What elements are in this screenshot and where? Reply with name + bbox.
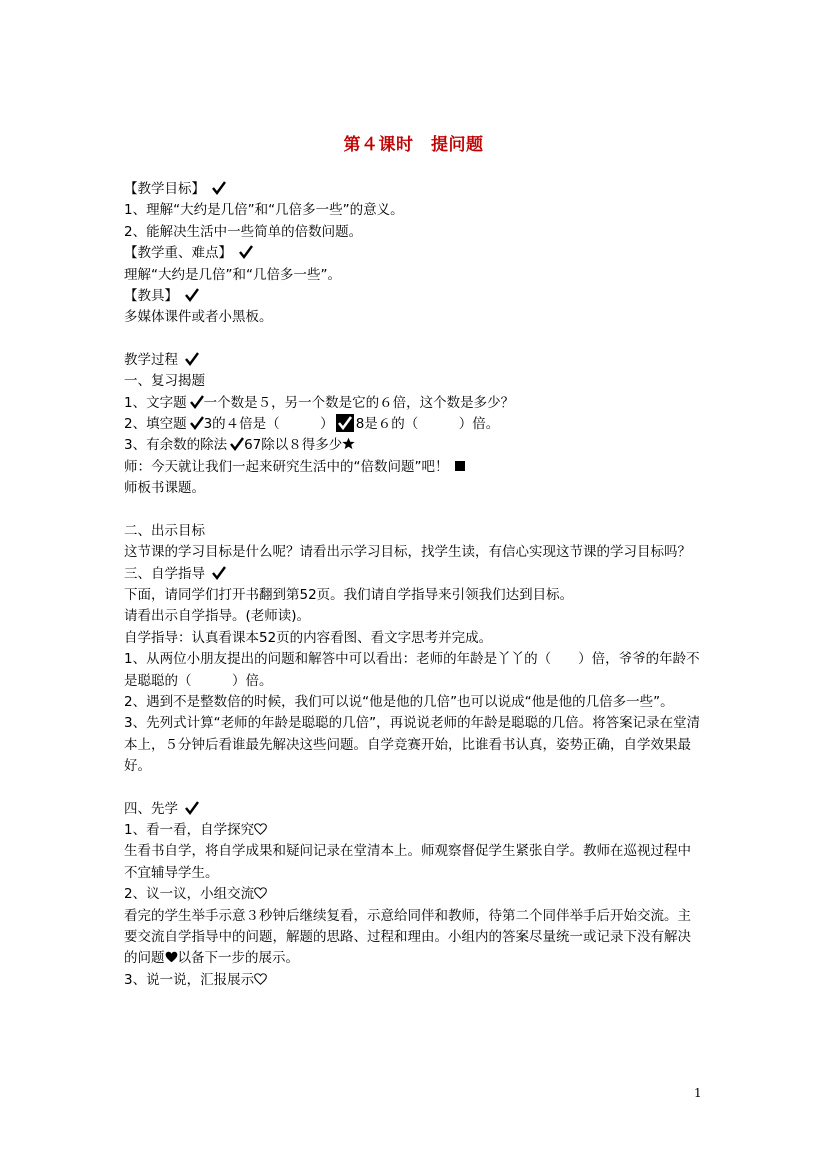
- first-item-1: [124, 820, 704, 841]
- key-heading: 【教学重、难点】: [124, 245, 232, 262]
- goal-item-1: 1、理解“大约是几倍”和“几倍多一些”的意义。: [124, 202, 404, 219]
- check-icon: [190, 395, 204, 409]
- self-line-2: 请看出示自学指导。(老师读)。: [124, 608, 311, 625]
- teacher-line-2: 师板书课题。: [124, 480, 205, 497]
- self-line-1: 下面，请同学们打开书翻到第52页。我们请自学指导来引领我们达到目标。: [124, 586, 574, 603]
- heart-filled-icon: [165, 951, 178, 963]
- review-item-2: [124, 414, 704, 435]
- goal-show-text: 这节课的学习目标是什么呢？请看出示学习目标，找学生读，有信心实现这节课的学习目标吗？: [124, 544, 691, 561]
- review-item-3: [124, 435, 704, 456]
- check-icon: [185, 352, 199, 366]
- goal-item-2: 2、能解决生活中一些简单的倍数问题。: [124, 223, 363, 240]
- review-3-text: 67除以８得多少: [244, 437, 343, 454]
- self-item-2: 2、遇到不是整数倍的时候，我们可以说“他是他的几倍”也可以说成“他是他的几倍多一些”。: [124, 693, 674, 710]
- process-heading-line: [124, 350, 704, 371]
- review-2-text-b: 8是６的（ ）倍。: [355, 416, 500, 433]
- teacher-line-1: [124, 457, 704, 478]
- first-4-text: 看完的学生举手示意３秒钟后继续复看，示意给同伴和教师，待第二个同伴举手后开始交流。主要交流自学指导中的问题，解题的思路、过程和理由。小组内的答案尽量统一或记录下没有解决的问题: [124, 907, 691, 967]
- document-body: [124, 179, 704, 991]
- heart-outline-icon: [254, 973, 267, 985]
- first-3-text: 2、议一议，小组交流: [124, 886, 255, 903]
- self-item-1: 1、从两位小朋友提出的问题和解答中可以看出：老师的年龄是丫丫的（ ）倍，爷爷的年龄不是聪聪的（ ）倍。: [124, 651, 700, 689]
- review-2-label: 2、填空题: [124, 416, 187, 433]
- check-box-icon: [336, 414, 354, 432]
- first-heading-line: [124, 799, 704, 820]
- check-icon: [185, 288, 199, 302]
- tools-heading-line: [124, 286, 704, 307]
- review-item-1: [124, 393, 704, 414]
- self-heading: 三、自学指导: [124, 565, 205, 582]
- check-icon: [212, 181, 226, 195]
- review-1-text: 一个数是５，另一个数是它的６倍，这个数是多少？: [203, 394, 515, 411]
- goal-show-heading: 二、出示目标: [124, 522, 205, 539]
- goal-heading: 【教学目标】: [124, 181, 205, 197]
- first-item-5: [124, 970, 704, 991]
- check-icon: [239, 245, 253, 259]
- first-item-3: [124, 884, 704, 905]
- star-icon: [342, 437, 355, 450]
- square-icon: [455, 461, 465, 471]
- heart-outline-icon: [254, 823, 267, 835]
- review-3-label: 3、有余数的除法: [124, 437, 228, 454]
- key-text: 理解“大约是几倍”和“几倍多一些”。: [124, 266, 341, 283]
- self-heading-line: [124, 564, 704, 585]
- check-icon: [185, 801, 199, 815]
- key-heading-line: [124, 243, 704, 264]
- spacer: [124, 500, 704, 521]
- review-heading: 一、复习揭题: [124, 373, 205, 390]
- check-icon: [190, 416, 204, 430]
- first-4-tail: 以备下一步的展示。: [177, 950, 299, 967]
- review-1-label: 1、文字题: [124, 394, 187, 411]
- tools-text: 多媒体课件或者小黑板。: [124, 309, 273, 326]
- spacer: [124, 778, 704, 799]
- self-line-3: 自学指导：认真看课本52页的内容看图、看文字思考并完成。: [124, 629, 493, 646]
- tools-heading: 【教具】: [124, 288, 178, 305]
- teacher-text-1: 师：今天就让我们一起来研究生活中的“倍数问题”吧！: [124, 458, 449, 475]
- first-heading: 四、先学: [124, 800, 178, 817]
- heart-outline-icon: [254, 887, 267, 899]
- check-icon: [212, 566, 226, 580]
- first-item-2: 生看书自学，将自学成果和疑问记录在堂清本上。师观察督促学生紧张自学。教师在巡视过程中不宜辅导学生。: [124, 843, 691, 881]
- check-icon: [230, 437, 244, 451]
- spacer: [124, 329, 704, 350]
- process-heading: 教学过程: [124, 351, 178, 368]
- first-1-text: 1、看一看，自学探究: [124, 821, 255, 838]
- self-item-3: 3、先列式计算“老师的年龄是聪聪的几倍”，再说说老师的年龄是聪聪的几倍。将答案记录在堂清本上，５分钟后看谁最先解决这些问题。自学竞赛开始，比谁看书认真，姿势正确，自学效果最好。: [124, 715, 701, 775]
- first-item-4: [124, 906, 704, 970]
- first-5-text: 3、说一说，汇报展示: [124, 971, 255, 988]
- page-title: 第４课时 提问题: [343, 135, 484, 155]
- page-number: 1: [694, 1086, 702, 1100]
- goal-heading-line: [124, 179, 704, 200]
- review-2-text-a: 3的４倍是（ ）: [203, 416, 334, 433]
